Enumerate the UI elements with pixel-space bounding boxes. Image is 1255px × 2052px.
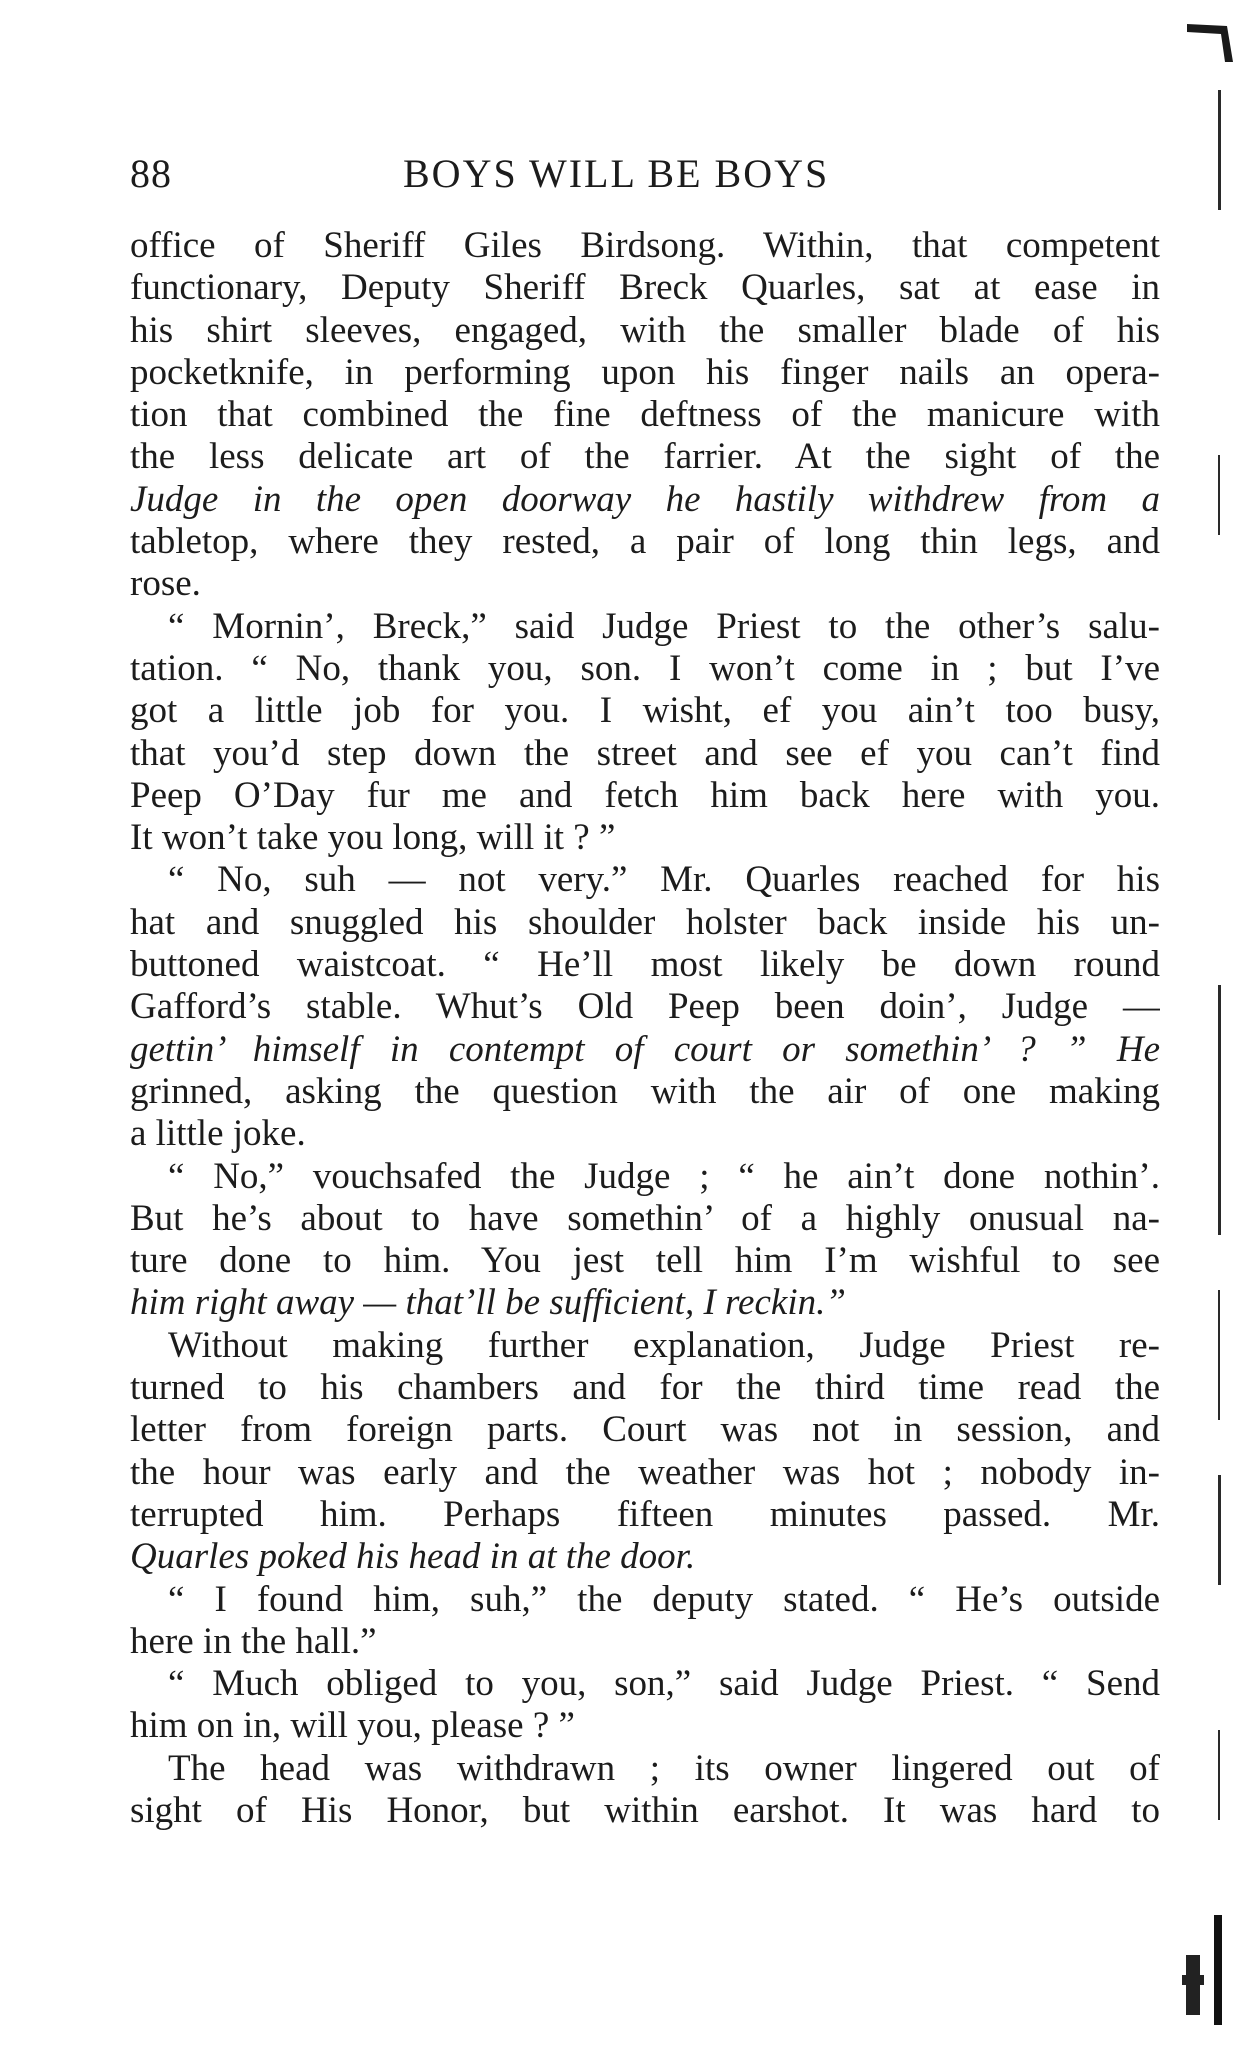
- text-line: rose.: [130, 563, 201, 605]
- scan-edge-line: [1218, 1730, 1220, 1820]
- page-number: 88: [130, 151, 172, 196]
- text-line: tion that combined the fine deftness of the manicure with: [130, 394, 1160, 436]
- text-line: his shirt sleeves, engaged, with the smaller blade of his: [130, 309, 1160, 351]
- running-head: [130, 150, 1160, 200]
- scan-edge-line: [1218, 455, 1220, 535]
- text-line: Judge in the open doorway he hastily withdrew from a: [130, 478, 1160, 520]
- text-line: terrupted him. Perhaps fifteen minutes passed. Mr.: [130, 1493, 1160, 1535]
- text-line: him right away — that’ll be sufficient, I reckin.”: [130, 1282, 846, 1324]
- text-line: The head was withdrawn ; its owner lingered out of: [168, 1747, 1160, 1789]
- text-line: functionary, Deputy Sheriff Breck Quarles, sat at ease in: [130, 267, 1160, 309]
- text-line: pocketknife, in performing upon his finger nails an opera-: [130, 351, 1160, 393]
- text-line: “ Mornin’, Breck,” said Judge Priest to the other’s salu-: [168, 605, 1160, 647]
- text-line: grinned, asking the question with the air of one making: [130, 1070, 1160, 1112]
- text-line: him on in, will you, please ? ”: [130, 1705, 575, 1747]
- scan-edge-line: [1218, 1290, 1220, 1420]
- text-line: gettin’ himself in contempt of court or somethin’ ? ” He: [130, 1028, 1160, 1070]
- book-title: BOYS WILL BE BOYS: [403, 151, 830, 196]
- text-line: the hour was early and the weather was hot ; nobody in-: [130, 1451, 1160, 1493]
- text-line: “ I found him, suh,” the deputy stated. “ He’s outside: [168, 1578, 1160, 1620]
- text-line: the less delicate art of the farrier. At the sight of the: [130, 436, 1160, 478]
- text-line: office of Sheriff Giles Birdsong. Within, that competent: [130, 225, 1160, 266]
- text-line: “ Much obliged to you, son,” said Judge Priest. “ Send: [168, 1663, 1160, 1705]
- body-text: [130, 225, 1160, 1832]
- text-line: that you’d step down the street and see ef you can’t find: [130, 732, 1160, 774]
- text-line: Gafford’s stable. Whut’s Old Peep been doin’, Judge —: [130, 986, 1160, 1028]
- text-line: sight of His Honor, but within earshot. It was hard to: [130, 1789, 1160, 1831]
- corner-mark-icon: [1187, 18, 1235, 66]
- text-line: tabletop, where they rested, a pair of long thin legs, and: [130, 521, 1160, 563]
- text-line: “ No,” vouchsafed the Judge ; “ he ain’t done nothin’.: [168, 1155, 1160, 1197]
- text-line: letter from foreign parts. Court was not in session, and: [130, 1409, 1160, 1451]
- text-line: It won’t take you long, will it ? ”: [130, 817, 616, 859]
- text-line: got a little job for you. I wisht, ef you ain’t too busy,: [130, 690, 1160, 732]
- text-line: Without making further explanation, Judge Priest re-: [168, 1324, 1160, 1366]
- scan-edge-line: [1218, 1475, 1221, 1585]
- text-line: buttoned waistcoat. “ He’ll most likely be down round: [130, 944, 1160, 986]
- text-line: a little joke.: [130, 1113, 306, 1155]
- scan-edge-line: [1218, 985, 1221, 1235]
- text-line: ture done to him. You jest tell him I’m wishful to see: [130, 1240, 1160, 1282]
- text-line: here in the hall.”: [130, 1620, 377, 1662]
- scan-mark-icon: [1178, 1915, 1238, 2025]
- text-line: tation. “ No, thank you, son. I won’t come in ; but I’ve: [130, 647, 1160, 689]
- text-line: Peep O’Day fur me and fetch him back here with you.: [130, 774, 1160, 816]
- text-line: turned to his chambers and for the third time read the: [130, 1367, 1160, 1409]
- text-line: hat and snuggled his shoulder holster back inside his un-: [130, 901, 1160, 943]
- text-line: Quarles poked his head in at the door.: [130, 1536, 696, 1578]
- scan-edge-line: [1218, 90, 1221, 210]
- text-line: “ No, suh — not very.” Mr. Quarles reached for his: [168, 859, 1160, 901]
- text-line: But he’s about to have somethin’ of a highly onusual na-: [130, 1197, 1160, 1239]
